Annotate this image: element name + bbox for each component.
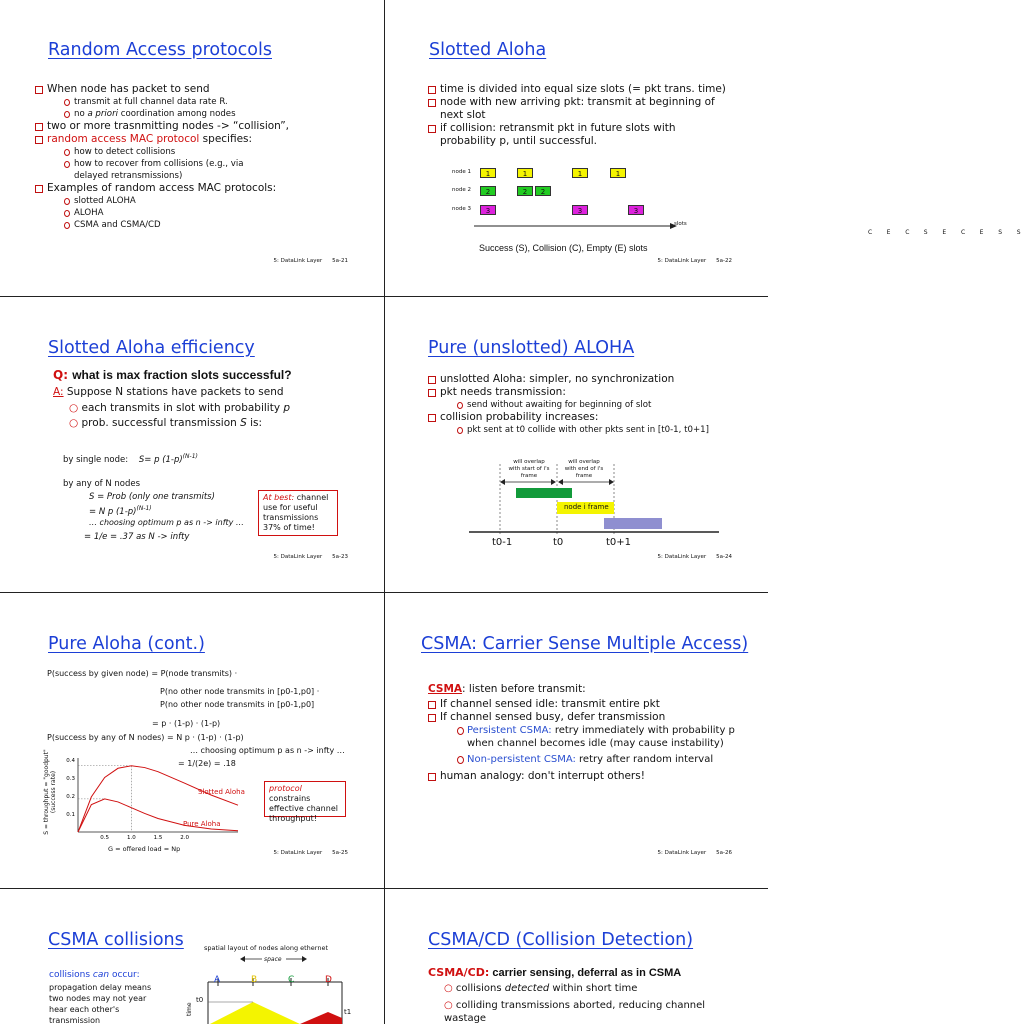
bullet: pkt needs transmission: send without awaiting for beginning of slot xyxy=(427,386,747,411)
bullet: human analogy: don't interrupt others! xyxy=(427,770,737,783)
collisions-text: propagation delay means two nodes may not year hear each other's transmission xyxy=(49,983,152,1025)
answer-sub: ○ each transmits in slot with probability p xyxy=(69,402,291,414)
slot-box: 3 xyxy=(628,205,644,215)
slot-outcome-label: E xyxy=(942,229,947,236)
t0-label: t0 xyxy=(196,996,204,1004)
slots-label: slots xyxy=(674,221,687,227)
question: Q: what is max fraction slots successful? xyxy=(53,368,292,382)
slide-title: CSMA/CD (Collision Detection) xyxy=(428,930,694,950)
slide-title: Random Access protocols xyxy=(48,40,272,60)
node-label: node 2 xyxy=(452,187,471,193)
any-node-line: = N p $(1-p)^{(N-1)}$ xyxy=(89,505,152,517)
slide-csma-cd xyxy=(384,888,768,1024)
overlap-start-label: will overlap with start of i's frame xyxy=(508,459,550,479)
sub-bullet: slotted ALOHA xyxy=(62,195,344,207)
answer-sub: ○ prob. successful transmission S is: xyxy=(69,417,263,429)
csma-definition: CSMA: listen before transmit: xyxy=(428,683,586,695)
slot-axis xyxy=(474,220,684,232)
any-node-line: … choosing optimum p as n -> infty … xyxy=(89,518,244,527)
chart-y-tick-label: 0.3 xyxy=(66,776,75,782)
chart-xlabel: G = offered load = Np xyxy=(108,845,181,853)
slot-box: 1 xyxy=(480,168,496,178)
slide-title: CSMA collisions xyxy=(48,930,184,950)
chart-x-tick-label: 1.5 xyxy=(153,835,163,841)
bullet: if collision: retransmit pkt in future slots with probability p, until successful. xyxy=(427,122,727,148)
bullet-list xyxy=(427,373,747,436)
collisions-label: collisions can occur: xyxy=(49,970,140,980)
node-d-label: D xyxy=(325,975,332,985)
bullet: node with new arriving pkt: transmit at beginning of next slot xyxy=(427,96,727,122)
bullet-list xyxy=(427,83,727,148)
slide-pure-aloha xyxy=(384,296,768,592)
slot-box: 3 xyxy=(480,205,496,215)
derivation-line: P(success by given node) = P(node transmits) · xyxy=(47,669,238,678)
space-label: space xyxy=(264,956,282,963)
slot-outcome-label: C xyxy=(905,229,910,236)
slide-csma-collisions xyxy=(0,888,384,1024)
sub-bullet: Persistent CSMA: retry immediately with probability p when channel becomes idle (may cause instability) xyxy=(455,724,737,750)
chart-x-tick-label: 0.5 xyxy=(100,835,110,841)
slot-box: 1 xyxy=(572,168,588,178)
answer: A: Suppose N stations have packets to send xyxy=(53,386,284,398)
slide-footer: 5: DataLink Layer 5a-25 xyxy=(273,850,348,856)
bullet: time is divided into equal size slots (= pkt trans. time) xyxy=(427,83,727,96)
slide-footer: 5: DataLink Layer 5a-21 xyxy=(273,258,348,264)
bullet: If channel sensed busy, defer transmission Persistent CSMA: retry immediately with probability p when channel becomes idle (may cause instability) Non-persistent CSMA: retry after random interval xyxy=(427,711,737,766)
slide-title: Slotted Aloha xyxy=(429,40,547,60)
slot-box: 1 xyxy=(610,168,626,178)
any-node-line: = 1/e = .37 as N -> infty xyxy=(84,532,190,542)
slide-title: Slotted Aloha efficiency xyxy=(48,338,255,358)
sub-bullet: no a priori coordination among nodes xyxy=(62,108,344,120)
csma-cd-definition: CSMA/CD: carrier sensing, deferral as in CSMA xyxy=(428,966,682,979)
slide-csma xyxy=(384,592,768,888)
slide-footer: 5: DataLink Layer 5a-26 xyxy=(657,850,732,856)
node-label: node 3 xyxy=(452,206,471,212)
chart-y-tick-label: 0.2 xyxy=(66,794,75,800)
slot-outcome-label: E xyxy=(979,229,984,236)
chart-x-tick-label: 2.0 xyxy=(180,835,190,841)
slide-pure-aloha-cont xyxy=(0,592,384,888)
chart-y-tick-label: 0.4 xyxy=(66,758,75,764)
spatial-layout-label: spatial layout of nodes along ethernet xyxy=(204,944,329,952)
slide-random-access-protocols xyxy=(0,0,384,296)
protocol-note: protocol constrains effective channel throughput! xyxy=(264,781,346,817)
slot-box: 3 xyxy=(572,205,588,215)
slot-caption: Success (S), Collision (C), Empty (E) slots xyxy=(479,243,648,253)
slot-outcome-label: S xyxy=(1016,229,1021,236)
cd-sub-bullet: ○ collisions detected within short time xyxy=(444,983,638,994)
slot-box: 2 xyxy=(535,186,551,196)
derivation-line: = p · (1-p) · (1-p) xyxy=(152,719,221,728)
slide-title: Pure (unslotted) ALOHA xyxy=(428,338,635,358)
bullet: When node has packet to send transmit at full channel data rate R. no a priori coordination among nodes xyxy=(34,83,344,120)
slide-slotted-aloha-efficiency xyxy=(0,296,384,592)
best-case-note: At best: channel use for useful transmissions 37% of time! xyxy=(258,490,338,536)
slide-footer: 5: DataLink Layer 5a-23 xyxy=(273,554,348,560)
node-label: node 1 xyxy=(452,169,471,175)
pure-aloha-curve-label: Pure Aloha xyxy=(183,820,221,828)
collision-diagram xyxy=(190,952,360,1024)
throughput-chart xyxy=(45,752,245,842)
sub-bullet: transmit at full channel data rate R. xyxy=(62,96,344,108)
sub-bullet: ALOHA xyxy=(62,207,344,219)
any-node-label: by any of N nodes xyxy=(63,479,141,489)
chart-ylabel: S = throughput = "goodput" (success rate) xyxy=(43,749,57,835)
bullet: random access MAC protocol specifies: how to detect collisions how to recover from collisions (e.g., via delayed retransmissions) xyxy=(34,133,344,182)
bullet: unslotted Aloha: simpler, no synchronization xyxy=(427,373,747,386)
bullet-list xyxy=(34,83,344,231)
slot-outcome-label: C xyxy=(868,229,873,236)
cd-sub-bullet: ○ colliding transmissions aborted, reducing channel wastage xyxy=(444,1000,706,1024)
slot-outcome-label: S xyxy=(998,229,1002,236)
time-t0-plus-1: t0+1 xyxy=(606,537,632,548)
slide-footer: 5: DataLink Layer 5a-24 xyxy=(657,554,732,560)
t1-label: t1 xyxy=(344,1008,352,1016)
slotted-aloha-curve-label: Slotted Aloha xyxy=(198,788,245,796)
chart-y-tick-label: 0.1 xyxy=(66,812,75,818)
slot-outcome-label: E xyxy=(886,229,891,236)
node-a-label: A xyxy=(214,975,221,985)
slide-slotted-aloha xyxy=(384,0,1021,296)
single-node-formula: by single node: S= p $(1-p)^{(N-1)}$ xyxy=(63,453,198,465)
slot-outcome-label: C xyxy=(961,229,966,236)
slide-footer: 5: DataLink Layer 5a-22 xyxy=(657,258,732,264)
bullet: collision probability increases: pkt sent at t0 collide with other pkts sent in [t0-1, t0+1] xyxy=(427,411,747,436)
bullet: If channel sensed idle: transmit entire pkt xyxy=(427,698,737,711)
bullet: two or more trasnmitting nodes -> “collision”, xyxy=(34,120,344,133)
time-t0-minus-1: t0-1 xyxy=(492,537,513,548)
slot-outcome-label: S xyxy=(923,229,928,236)
slot-box: 2 xyxy=(480,186,496,196)
node-c-label: C xyxy=(288,975,295,985)
derivation-line: P(no other node transmits in [p0-1,p0] · xyxy=(160,687,320,696)
derivation-line: P(no other node transmits in [p0-1,p0] xyxy=(160,700,315,709)
sub-bullet: CSMA and CSMA/CD xyxy=(62,219,344,231)
sub-bullet: how to detect collisions xyxy=(62,146,344,158)
derivation-line: = 1/(2e) = .18 xyxy=(178,759,236,768)
time-label: time xyxy=(186,1002,193,1016)
sub-bullet: pkt sent at t0 collide with other pkts sent in [t0-1, t0+1] xyxy=(455,424,747,436)
bullet-list xyxy=(427,698,737,783)
slot-box: 1 xyxy=(517,168,533,178)
slide-title: Pure Aloha (cont.) xyxy=(48,634,205,654)
sub-bullet: how to recover from collisions (e.g., via delayed retransmissions) xyxy=(62,158,274,182)
sub-bullet: Non-persistent CSMA: retry after random interval xyxy=(455,753,737,766)
time-t0: t0 xyxy=(553,537,564,548)
node-frame-label: node i frame xyxy=(564,503,609,511)
overlap-end-label: will overlap with end of i's frame xyxy=(564,459,604,479)
bullet: Examples of random access MAC protocols: slotted ALOHA ALOHA CSMA and CSMA/CD xyxy=(34,182,344,231)
slot-box: 2 xyxy=(517,186,533,196)
slide-title: CSMA: Carrier Sense Multiple Access) xyxy=(421,634,749,654)
sub-bullet: send without awaiting for beginning of slot xyxy=(455,399,747,411)
derivation-line: P(success by any of N nodes) = N p · (1-p) · (1-p) xyxy=(47,733,244,742)
derivation-line: … choosing optimum p as n -> infty … xyxy=(190,746,345,755)
node-b-label: B xyxy=(251,975,258,985)
any-node-line: S = Prob (only one transmits) xyxy=(89,492,215,502)
chart-x-tick-label: 1.0 xyxy=(126,835,136,841)
